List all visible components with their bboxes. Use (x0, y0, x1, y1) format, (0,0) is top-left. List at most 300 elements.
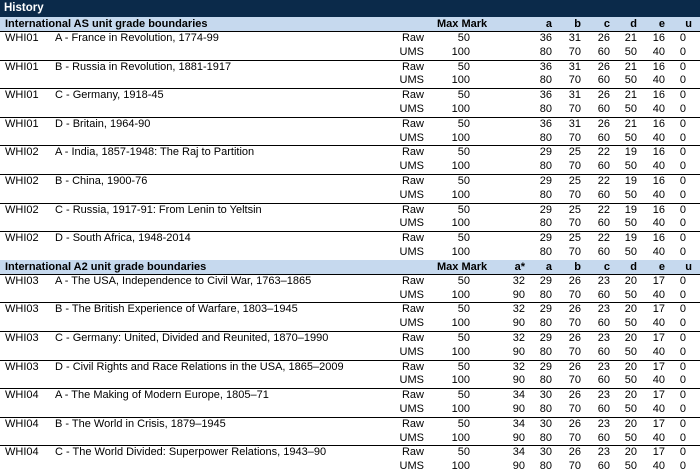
grade-boundary-value: 0 (679, 274, 686, 287)
grade-boundary-value: 50 (624, 288, 637, 301)
unit-code: WHI04 (5, 417, 39, 430)
grade-boundary-value: 50 (624, 402, 637, 415)
max-mark: 50 (457, 389, 470, 402)
grade-boundary-value: 21 (624, 60, 637, 73)
grade-boundary-value: 17 (652, 389, 665, 402)
unit-group (0, 32, 700, 61)
grade-boundary-value: 80 (539, 374, 552, 387)
max-mark: 100 (451, 245, 470, 258)
grade-boundary-value: 0 (679, 89, 686, 102)
grade-boundary-value: 80 (539, 217, 552, 230)
grade-boundary-value: 70 (568, 131, 581, 144)
table-row (0, 460, 700, 474)
unit-group (0, 232, 700, 260)
grade-boundary-value: 60 (597, 317, 610, 330)
unit-title: B - Russia in Revolution, 1881-1917 (55, 60, 232, 73)
unit-title: D - Civil Rights and Race Relations in the USA, 1865–2009 (55, 360, 344, 373)
unit-title: A - The Making of Modern Europe, 1805–71 (55, 389, 269, 402)
section-units (0, 32, 700, 260)
grade-boundary-value: 19 (624, 203, 637, 216)
grade-boundary-value: 0 (679, 32, 686, 44)
grade-boundary-value: 20 (624, 274, 637, 287)
grade-boundary-value: 90 (512, 317, 525, 330)
table-row (0, 361, 700, 375)
grade-boundary-value: 90 (512, 288, 525, 301)
grade-boundary-value: 50 (624, 245, 637, 258)
max-mark: 50 (457, 303, 470, 316)
unit-group (0, 303, 700, 332)
max-mark: 50 (457, 60, 470, 73)
unit-code: WHI02 (5, 174, 39, 187)
grade-boundary-value: 23 (597, 389, 610, 402)
unit-code: WHI01 (5, 117, 39, 130)
max-mark: 100 (451, 131, 470, 144)
grade-boundary-value: 80 (539, 245, 552, 258)
grade-header: d (630, 18, 637, 30)
grade-boundary-value: 60 (597, 345, 610, 358)
max-mark: 50 (457, 274, 470, 287)
grade-boundary-value: 30 (539, 446, 552, 459)
unit-title: C - Russia, 1917-91: From Lenin to Yeltsin (55, 203, 262, 216)
grade-boundary-value: 20 (624, 303, 637, 316)
grade-boundary-value: 25 (568, 146, 581, 159)
grade-boundary-value: 26 (568, 417, 581, 430)
max-mark: 100 (451, 188, 470, 201)
grade-header: c (603, 260, 610, 273)
grade-boundary-value: 40 (652, 217, 665, 230)
section-heading-title: International AS unit grade boundaries (5, 18, 208, 30)
grade-boundary-value: 80 (539, 74, 552, 87)
grade-boundary-value: 0 (679, 160, 686, 173)
max-mark: 50 (457, 232, 470, 245)
table-row (0, 32, 700, 46)
mark-type: UMS (399, 317, 424, 330)
grade-boundary-value: 17 (652, 417, 665, 430)
grade-boundary-value: 70 (568, 460, 581, 473)
mark-type: UMS (399, 402, 424, 415)
section-units (0, 275, 700, 474)
table-row (0, 189, 700, 203)
grade-header: c (603, 18, 610, 30)
grade-boundary-value: 40 (652, 160, 665, 173)
grade-boundary-value: 90 (512, 460, 525, 473)
max-mark-header: Max Mark (437, 18, 488, 30)
grade-boundary-value: 0 (679, 402, 686, 415)
mark-type: UMS (399, 460, 424, 473)
unit-group (0, 446, 700, 474)
unit-title: D - South Africa, 1948-2014 (55, 232, 191, 245)
unit-group (0, 118, 700, 147)
table-row (0, 418, 700, 432)
section-heading (0, 17, 700, 32)
mark-type: Raw (401, 146, 424, 159)
grade-boundary-value: 0 (679, 102, 686, 115)
unit-code: WHI03 (5, 331, 39, 344)
grade-boundary-value: 40 (652, 131, 665, 144)
unit-code: WHI02 (5, 203, 39, 216)
grade-boundary-value: 26 (597, 32, 610, 44)
table-row (0, 332, 700, 346)
grade-boundary-value: 29 (539, 274, 552, 287)
grade-boundary-value: 0 (679, 146, 686, 159)
grade-boundary-value: 26 (568, 303, 581, 316)
grade-boundary-value: 16 (652, 174, 665, 187)
grade-boundary-value: 31 (568, 117, 581, 130)
unit-group (0, 418, 700, 447)
table-row (0, 46, 700, 60)
grade-boundary-value: 90 (512, 374, 525, 387)
table-row (0, 204, 700, 218)
grade-boundary-value: 0 (679, 217, 686, 230)
grade-boundary-value: 60 (597, 431, 610, 444)
table-row (0, 446, 700, 460)
table-row (0, 374, 700, 388)
unit-title: A - France in Revolution, 1774-99 (55, 32, 219, 44)
grade-header: u (685, 18, 692, 30)
max-mark: 50 (457, 446, 470, 459)
grade-boundary-value: 50 (624, 217, 637, 230)
grade-boundary-value: 80 (539, 317, 552, 330)
grade-header: e (658, 260, 665, 273)
grade-boundary-value: 26 (597, 117, 610, 130)
mark-type: UMS (399, 131, 424, 144)
table-row (0, 317, 700, 331)
grade-boundary-value: 60 (597, 74, 610, 87)
table-row (0, 289, 700, 303)
unit-group (0, 332, 700, 361)
grade-boundary-value: 0 (679, 74, 686, 87)
table-row (0, 146, 700, 160)
max-mark: 50 (457, 146, 470, 159)
grade-boundary-value: 22 (597, 232, 610, 245)
grade-boundary-value: 60 (597, 374, 610, 387)
grade-boundary-value: 19 (624, 232, 637, 245)
grade-boundary-value: 80 (539, 102, 552, 115)
grade-boundary-value: 50 (624, 160, 637, 173)
grade-boundary-value: 40 (652, 45, 665, 58)
grade-boundary-value: 21 (624, 89, 637, 102)
grade-boundary-value: 70 (568, 317, 581, 330)
table-row (0, 132, 700, 146)
grade-boundary-value: 50 (624, 74, 637, 87)
grade-boundary-value: 0 (679, 174, 686, 187)
grade-boundary-value: 29 (539, 203, 552, 216)
grade-boundary-value: 60 (597, 131, 610, 144)
grade-boundary-value: 19 (624, 174, 637, 187)
grade-boundary-value: 90 (512, 431, 525, 444)
grade-boundary-value: 34 (512, 446, 525, 459)
grade-boundary-value: 29 (539, 303, 552, 316)
max-mark: 50 (457, 32, 470, 44)
mark-type: Raw (401, 389, 424, 402)
table-row (0, 403, 700, 417)
grade-boundary-value: 50 (624, 188, 637, 201)
grade-boundary-value: 80 (539, 288, 552, 301)
mark-type: Raw (401, 417, 424, 430)
section-heading (0, 260, 700, 275)
unit-code: WHI01 (5, 89, 39, 102)
grade-boundary-value: 80 (539, 160, 552, 173)
mark-type: Raw (401, 232, 424, 245)
grade-boundary-value: 70 (568, 188, 581, 201)
grade-boundary-value: 50 (624, 131, 637, 144)
grade-boundary-value: 40 (652, 245, 665, 258)
table-row (0, 74, 700, 88)
max-mark: 100 (451, 345, 470, 358)
max-mark: 50 (457, 417, 470, 430)
grade-boundary-value: 70 (568, 102, 581, 115)
grade-boundary-value: 0 (679, 417, 686, 430)
grade-boundary-value: 36 (539, 32, 552, 44)
grade-boundary-value: 60 (597, 460, 610, 473)
grade-boundary-value: 20 (624, 331, 637, 344)
unit-group (0, 275, 700, 304)
mark-type: Raw (401, 89, 424, 102)
grade-boundary-value: 29 (539, 232, 552, 245)
grade-boundary-value: 17 (652, 331, 665, 344)
mark-type: UMS (399, 288, 424, 301)
grade-boundary-value: 26 (568, 274, 581, 287)
mark-type: Raw (401, 60, 424, 73)
grade-boundary-value: 40 (652, 288, 665, 301)
table-row (0, 346, 700, 360)
grade-boundary-value: 36 (539, 60, 552, 73)
grade-boundary-value: 0 (679, 303, 686, 316)
grade-boundary-value: 90 (512, 402, 525, 415)
max-mark: 100 (451, 160, 470, 173)
grade-boundary-value: 21 (624, 117, 637, 130)
grade-boundary-value: 60 (597, 245, 610, 258)
unit-code: WHI04 (5, 389, 39, 402)
unit-code: WHI02 (5, 146, 39, 159)
grade-boundary-value: 50 (624, 460, 637, 473)
unit-code: WHI03 (5, 303, 39, 316)
grade-boundary-value: 70 (568, 345, 581, 358)
grade-boundary-value: 17 (652, 274, 665, 287)
table-row (0, 175, 700, 189)
mark-type: UMS (399, 74, 424, 87)
grade-boundary-value: 60 (597, 160, 610, 173)
grade-boundary-value: 80 (539, 345, 552, 358)
max-mark: 50 (457, 89, 470, 102)
mark-type: Raw (401, 117, 424, 130)
grade-boundary-value: 50 (624, 102, 637, 115)
grade-boundary-value: 80 (539, 131, 552, 144)
grade-header: b (574, 18, 581, 30)
grade-boundary-value: 60 (597, 102, 610, 115)
max-mark: 50 (457, 174, 470, 187)
grade-boundary-value: 70 (568, 402, 581, 415)
grade-boundary-value: 23 (597, 274, 610, 287)
grade-boundary-value: 23 (597, 360, 610, 373)
grade-boundary-value: 0 (679, 374, 686, 387)
grade-boundary-value: 25 (568, 203, 581, 216)
unit-code: WHI02 (5, 232, 39, 245)
unit-title: C - Germany, 1918-45 (55, 89, 164, 102)
grade-boundary-value: 0 (679, 345, 686, 358)
unit-code: WHI03 (5, 360, 39, 373)
unit-group (0, 389, 700, 418)
max-mark: 50 (457, 117, 470, 130)
grade-boundary-value: 70 (568, 431, 581, 444)
section-heading-title: International A2 unit grade boundaries (5, 260, 207, 273)
grade-boundary-value: 26 (568, 331, 581, 344)
max-mark: 100 (451, 460, 470, 473)
grade-boundary-value: 32 (512, 360, 525, 373)
max-mark: 100 (451, 402, 470, 415)
grade-header: u (685, 260, 692, 273)
grade-boundary-value: 0 (679, 331, 686, 344)
mark-type: Raw (401, 203, 424, 216)
max-mark: 100 (451, 217, 470, 230)
grade-boundary-value: 50 (624, 374, 637, 387)
mark-type: Raw (401, 274, 424, 287)
unit-title: B - The World in Crisis, 1879–1945 (55, 417, 226, 430)
unit-title: A - India, 1857-1948: The Raj to Partition (55, 146, 255, 159)
grade-boundary-value: 0 (679, 431, 686, 444)
unit-title: B - The British Experience of Warfare, 1803–1945 (55, 303, 298, 316)
grade-header: a (545, 260, 552, 273)
grade-boundary-value: 34 (512, 417, 525, 430)
table-row (0, 89, 700, 103)
grade-boundary-value: 40 (652, 317, 665, 330)
grade-boundary-value: 30 (539, 417, 552, 430)
grade-boundary-value: 80 (539, 460, 552, 473)
max-mark: 50 (457, 360, 470, 373)
grade-boundary-value: 29 (539, 146, 552, 159)
max-mark: 100 (451, 288, 470, 301)
grade-boundary-value: 0 (679, 60, 686, 73)
mark-type: Raw (401, 331, 424, 344)
unit-code: WHI01 (5, 32, 39, 44)
grade-boundary-value: 16 (652, 203, 665, 216)
grade-boundary-value: 16 (652, 32, 665, 44)
table-row (0, 432, 700, 446)
unit-group (0, 61, 700, 90)
grade-boundary-value: 70 (568, 160, 581, 173)
grade-boundary-value: 32 (512, 303, 525, 316)
mark-type: Raw (401, 174, 424, 187)
grade-boundary-value: 23 (597, 446, 610, 459)
grade-boundary-value: 26 (597, 89, 610, 102)
grade-boundary-value: 0 (679, 117, 686, 130)
grade-boundary-value: 17 (652, 360, 665, 373)
mark-type: UMS (399, 102, 424, 115)
grade-boundary-value: 40 (652, 345, 665, 358)
grade-boundary-value: 16 (652, 89, 665, 102)
table-row (0, 118, 700, 132)
grade-boundary-value: 21 (624, 32, 637, 44)
grade-boundary-value: 0 (679, 188, 686, 201)
mark-type: UMS (399, 374, 424, 387)
grade-boundary-value: 0 (679, 460, 686, 473)
mark-type: UMS (399, 345, 424, 358)
unit-title: B - China, 1900-76 (55, 174, 148, 187)
grade-boundary-value: 16 (652, 60, 665, 73)
grade-boundary-value: 0 (679, 45, 686, 58)
grade-boundary-value: 40 (652, 460, 665, 473)
grade-boundary-value: 40 (652, 374, 665, 387)
max-mark-header: Max Mark (437, 260, 488, 273)
unit-group (0, 146, 700, 175)
grade-boundary-value: 0 (679, 317, 686, 330)
grade-boundary-value: 29 (539, 360, 552, 373)
grade-boundary-value: 40 (652, 188, 665, 201)
mark-type: Raw (401, 32, 424, 44)
grade-header: b (574, 260, 581, 273)
grade-boundary-value: 40 (652, 102, 665, 115)
table-row (0, 246, 700, 260)
grade-boundary-value: 22 (597, 203, 610, 216)
unit-code: WHI01 (5, 60, 39, 73)
grade-boundary-value: 40 (652, 74, 665, 87)
grade-boundary-value: 0 (679, 131, 686, 144)
mark-type: UMS (399, 160, 424, 173)
grade-boundary-value: 19 (624, 146, 637, 159)
grade-boundary-value: 31 (568, 60, 581, 73)
unit-title: D - Britain, 1964-90 (55, 117, 151, 130)
grade-boundary-value: 36 (539, 89, 552, 102)
grade-boundary-value: 70 (568, 45, 581, 58)
unit-code: WHI04 (5, 446, 39, 459)
unit-title: C - The World Divided: Superpower Relations, 1943–90 (55, 446, 327, 459)
grade-boundary-value: 36 (539, 117, 552, 130)
grade-boundary-value: 40 (652, 402, 665, 415)
grade-boundary-value: 17 (652, 303, 665, 316)
unit-title: A - The USA, Independence to Civil War, 1763–1865 (55, 274, 312, 287)
grade-boundary-value: 40 (652, 431, 665, 444)
unit-group (0, 204, 700, 233)
grade-boundary-value: 70 (568, 374, 581, 387)
grade-boundary-value: 50 (624, 45, 637, 58)
grade-header: e (658, 18, 665, 30)
grade-boundary-value: 20 (624, 446, 637, 459)
mark-type: UMS (399, 217, 424, 230)
mark-type: UMS (399, 245, 424, 258)
table-row (0, 275, 700, 289)
unit-title: C - Germany: United, Divided and Reunited, 1870–1990 (55, 331, 329, 344)
grade-boundary-value: 80 (539, 431, 552, 444)
grade-boundary-value: 0 (679, 360, 686, 373)
grade-boundary-value: 16 (652, 117, 665, 130)
grade-boundary-value: 60 (597, 45, 610, 58)
grade-boundary-value: 0 (679, 389, 686, 402)
grade-boundary-value: 32 (512, 331, 525, 344)
grade-boundary-value: 0 (679, 245, 686, 258)
grade-boundary-sections (0, 17, 700, 474)
grade-boundary-value: 80 (539, 402, 552, 415)
grade-boundary-value: 26 (597, 60, 610, 73)
table-row (0, 217, 700, 231)
grade-boundary-value: 22 (597, 146, 610, 159)
grade-boundary-value: 50 (624, 431, 637, 444)
grade-boundary-value: 22 (597, 174, 610, 187)
grade-boundary-value: 50 (624, 345, 637, 358)
grade-header: a (545, 18, 552, 30)
grade-boundary-value: 20 (624, 389, 637, 402)
grade-boundary-value: 26 (568, 389, 581, 402)
mark-type: UMS (399, 188, 424, 201)
grade-boundary-value: 0 (679, 288, 686, 301)
grade-boundary-value: 50 (624, 317, 637, 330)
grade-boundary-value: 90 (512, 345, 525, 358)
grade-boundary-value: 31 (568, 32, 581, 44)
grade-boundary-value: 20 (624, 417, 637, 430)
grade-boundary-value: 31 (568, 89, 581, 102)
grade-boundary-value: 26 (568, 360, 581, 373)
unit-group (0, 175, 700, 204)
grade-boundary-value: 26 (568, 446, 581, 459)
